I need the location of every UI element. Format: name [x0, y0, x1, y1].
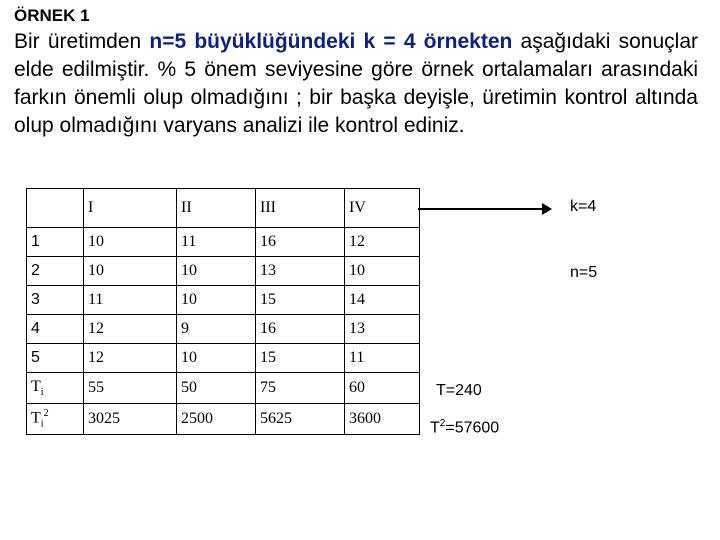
table-cell: 11 [84, 286, 177, 315]
table-row [27, 315, 420, 344]
n-annotation: n=5 [570, 264, 598, 281]
problem-text [14, 28, 698, 140]
total-cell: 75 [256, 373, 345, 404]
row-label: 2 [27, 257, 84, 286]
table-cell: 10 [345, 257, 420, 286]
square-cell: 2500 [177, 404, 256, 435]
data-table [26, 188, 420, 435]
table-cell: 11 [177, 228, 256, 257]
row-label: 5 [27, 344, 84, 373]
table-row [27, 228, 420, 257]
total-cell: 50 [177, 373, 256, 404]
example-title: ÖRNEK 1 [14, 6, 90, 25]
table-cell: 12 [84, 344, 177, 373]
row-label: 3 [27, 286, 84, 315]
square-cell: 3600 [345, 404, 420, 435]
table-cell: 10 [177, 344, 256, 373]
problem-highlight: n=5 büyüklüğündeki k = 4 örnekten [149, 30, 513, 53]
table-header-row [27, 189, 420, 228]
table-cell: 13 [345, 315, 420, 344]
k-annotation: k=4 [570, 198, 597, 215]
column-header-1: I [84, 189, 177, 228]
table-cell: 10 [177, 257, 256, 286]
grand-square-annotation: $T^2=57600$ [430, 418, 500, 437]
problem-text-start: Bir üretimden [14, 30, 150, 53]
table-cell: 16 [256, 315, 345, 344]
square-cell: 3025 [84, 404, 177, 435]
table-cell: 13 [256, 257, 345, 286]
total-cell: 60 [345, 373, 420, 404]
squares-label: $T_i^2$ [27, 404, 84, 435]
column-header-2: II [177, 189, 256, 228]
table-cell: 15 [256, 344, 345, 373]
table-cell: 10 [84, 228, 177, 257]
row-label: 4 [27, 315, 84, 344]
table-cell: 9 [177, 315, 256, 344]
table-cell: 10 [177, 286, 256, 315]
column-header-3: III [256, 189, 345, 228]
column-header-4: IV [345, 189, 420, 228]
problem-text-end: aşağıdaki sonuçlar elde edilmiştir. % 5 önem seviyesine göre örnek ortalamaları arasındaki farkın önemli olup olmadığını ; bir başka deyişle, üretimin kontrol altında olup olmadığını varyans analizi ile kontrol ediniz. [14, 30, 698, 137]
table-cell: 14 [345, 286, 420, 315]
totals-row [27, 373, 420, 404]
table-cell: 15 [256, 286, 345, 315]
totals-label: $T_i$ [27, 373, 84, 404]
grand-total-annotation: T=240 [436, 382, 482, 399]
table-row [27, 257, 420, 286]
table-cell: 12 [84, 315, 177, 344]
square-cell: 5625 [256, 404, 345, 435]
header-corner [27, 189, 84, 228]
table-cell: 16 [256, 228, 345, 257]
total-cell: 55 [84, 373, 177, 404]
row-label: 1 [27, 228, 84, 257]
table-cell: 11 [345, 344, 420, 373]
table-row [27, 344, 420, 373]
squares-row [27, 404, 420, 435]
right-arrow-icon [418, 208, 550, 210]
table-cell: 12 [345, 228, 420, 257]
table-cell: 10 [84, 257, 177, 286]
table-row [27, 286, 420, 315]
